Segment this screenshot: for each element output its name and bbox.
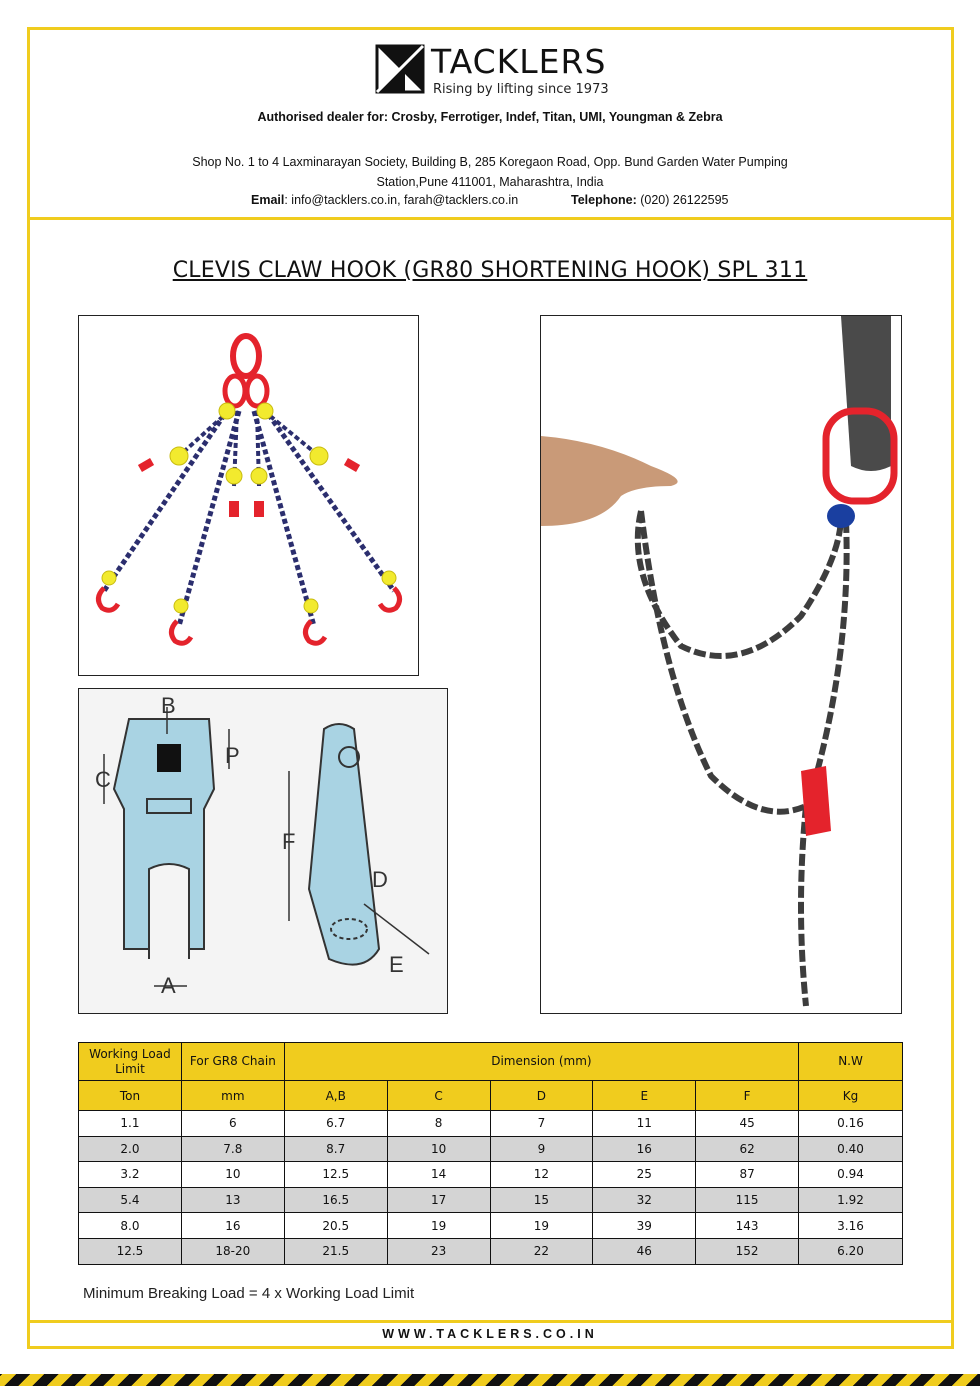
phone-label: Telephone: [571, 193, 637, 207]
table-cell: 25 [593, 1162, 696, 1188]
dim-label-a: A [161, 973, 176, 998]
table-cell: 12.5 [79, 1238, 182, 1264]
unit-header: mm [181, 1081, 284, 1111]
table-unit-header-row [79, 1081, 903, 1111]
table-row [79, 1238, 903, 1264]
spec-table [78, 1042, 903, 1265]
table-cell: 143 [696, 1213, 799, 1239]
table-cell: 1.1 [79, 1111, 182, 1137]
table-cell: 32 [593, 1187, 696, 1213]
product-photo [540, 315, 902, 1014]
address-block [0, 152, 980, 192]
table-cell: 46 [593, 1238, 696, 1264]
table-cell: 9 [490, 1136, 593, 1162]
table-cell: 10 [181, 1162, 284, 1188]
table-cell: 1.92 [799, 1187, 903, 1213]
dealer-line: Authorised dealer for: Crosby, Ferrotiger, Indef, Titan, UMI, Youngman & Zebra [257, 110, 723, 124]
phone-value: (020) 26122595 [636, 193, 729, 207]
table-cell: 0.94 [799, 1162, 903, 1188]
unit-header: A,B [284, 1081, 387, 1111]
email-label: Email [251, 193, 285, 207]
dimension-diagram [78, 688, 448, 1014]
table-cell: 12.5 [284, 1162, 387, 1188]
unit-header: Ton [79, 1081, 182, 1111]
footer-divider [27, 1320, 954, 1323]
col-header-wll: Working Load Limit [79, 1043, 182, 1081]
product-title: CLEVIS CLAW HOOK (GR80 SHORTENING HOOK) SPL 311 [172, 258, 808, 283]
table-cell: 15 [490, 1187, 593, 1213]
table-cell: 8.0 [79, 1213, 182, 1239]
address-line-1: Shop No. 1 to 4 Laxminarayan Society, Building B, 285 Koregaon Road, Opp. Bund Garden Water Pumping [192, 155, 788, 169]
table-cell: 17 [387, 1187, 490, 1213]
address-line-2: Station,Pune 411001, Maharashtra, India [376, 175, 604, 189]
dim-label-f: F [282, 829, 296, 854]
table-cell: 3.16 [799, 1213, 903, 1239]
table-cell: 3.2 [79, 1162, 182, 1188]
table-cell: 8 [387, 1111, 490, 1137]
tacklers-logo-icon [375, 44, 425, 94]
website-link[interactable]: WWW.TACKLERS.CO.IN [382, 1327, 598, 1341]
table-cell: 21.5 [284, 1238, 387, 1264]
col-header-chain: For GR8 Chain [181, 1043, 284, 1081]
unit-header: E [593, 1081, 696, 1111]
dim-label-d: D [372, 867, 388, 892]
table-row [79, 1187, 903, 1213]
table-row [79, 1213, 903, 1239]
table-cell: 16.5 [284, 1187, 387, 1213]
table-cell: 8.7 [284, 1136, 387, 1162]
unit-header: F [696, 1081, 799, 1111]
table-row [79, 1162, 903, 1188]
brand-tagline: Rising by lifting since 1973 [433, 82, 609, 97]
table-cell: 152 [696, 1238, 799, 1264]
brand-logo [375, 44, 615, 100]
table-cell: 12 [490, 1162, 593, 1188]
table-cell: 23 [387, 1238, 490, 1264]
table-cell: 10 [387, 1136, 490, 1162]
email-line [251, 193, 518, 207]
table-cell: 5.4 [79, 1187, 182, 1213]
table-cell: 7.8 [181, 1136, 284, 1162]
dim-label-e: E [389, 952, 404, 977]
table-cell: 0.16 [799, 1111, 903, 1137]
table-cell: 6.7 [284, 1111, 387, 1137]
table-cell: 22 [490, 1238, 593, 1264]
table-cell: 115 [696, 1187, 799, 1213]
table-cell: 16 [593, 1136, 696, 1162]
table-cell: 14 [387, 1162, 490, 1188]
table-cell: 6.20 [799, 1238, 903, 1264]
hazard-stripe [0, 1374, 980, 1386]
table-cell: 13 [181, 1187, 284, 1213]
table-cell: 18-20 [181, 1238, 284, 1264]
dim-label-c: C [95, 767, 111, 792]
table-row [79, 1136, 903, 1162]
col-header-nw: N.W [799, 1043, 903, 1081]
table-cell: 62 [696, 1136, 799, 1162]
table-cell: 11 [593, 1111, 696, 1137]
table-cell: 0.40 [799, 1136, 903, 1162]
col-header-dimension: Dimension (mm) [284, 1043, 798, 1081]
unit-header: D [490, 1081, 593, 1111]
table-row [79, 1111, 903, 1137]
table-cell: 16 [181, 1213, 284, 1239]
unit-header: C [387, 1081, 490, 1111]
dim-label-b: B [161, 693, 176, 718]
table-cell: 20.5 [284, 1213, 387, 1239]
table-cell: 45 [696, 1111, 799, 1137]
table-group-header-row [79, 1043, 903, 1081]
table-cell: 19 [490, 1213, 593, 1239]
table-cell: 87 [696, 1162, 799, 1188]
phone-line [571, 193, 729, 207]
dim-label-p: P [225, 743, 240, 768]
unit-header: Kg [799, 1081, 903, 1111]
table-cell: 6 [181, 1111, 284, 1137]
table-cell: 19 [387, 1213, 490, 1239]
sling-illustration [78, 315, 419, 676]
email-value[interactable]: : info@tacklers.co.in, farah@tacklers.co.in [284, 193, 519, 207]
table-cell: 39 [593, 1213, 696, 1239]
breaking-load-note: Minimum Breaking Load = 4 x Working Load Limit [83, 1285, 415, 1302]
table-cell: 7 [490, 1111, 593, 1137]
table-cell: 2.0 [79, 1136, 182, 1162]
brand-name: TACKLERS [431, 42, 607, 81]
header-divider [27, 217, 954, 220]
